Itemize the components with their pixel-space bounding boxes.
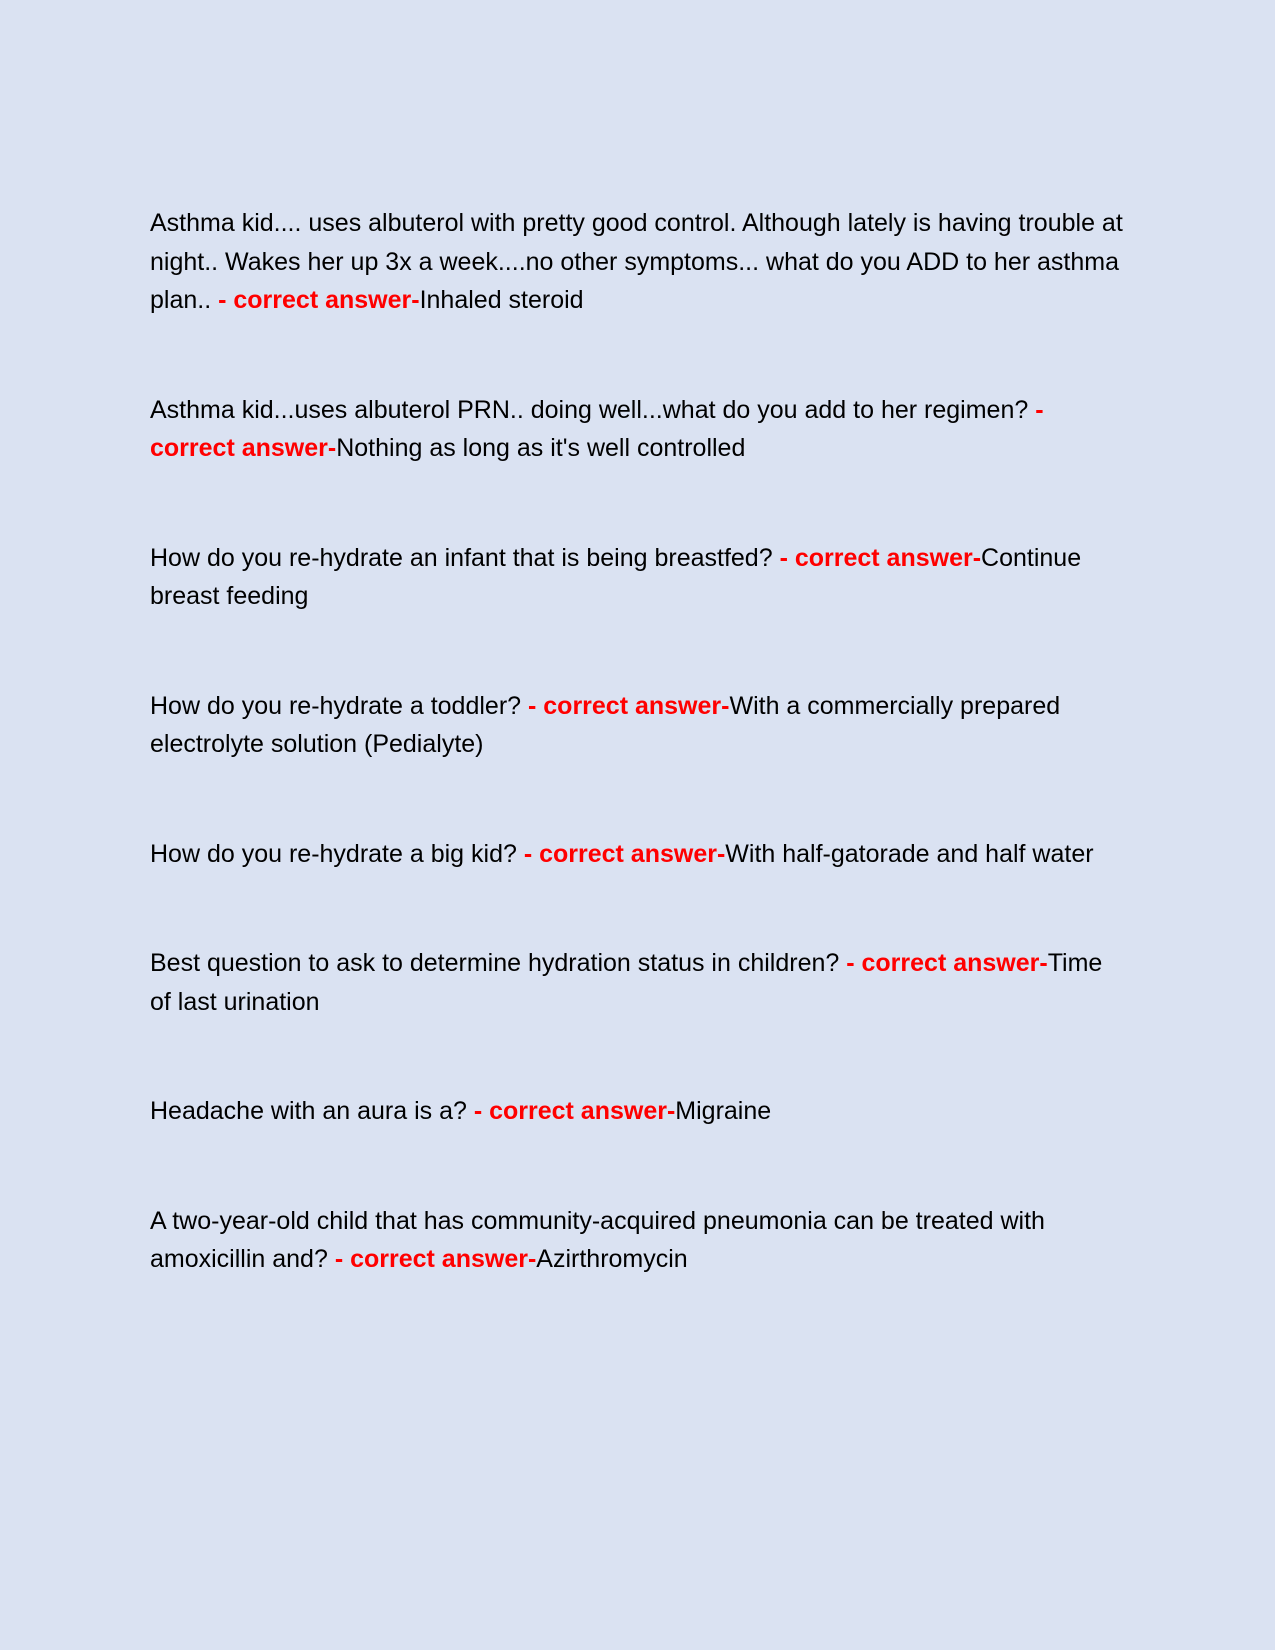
answer-text: Inhaled steroid: [419, 286, 584, 314]
answer-text: Migraine: [675, 1097, 772, 1125]
qa-item: [150, 539, 1130, 616]
qa-item: [150, 204, 1130, 320]
document-page: [150, 204, 1130, 1350]
answer-text: With half-gatorade and half water: [725, 839, 1094, 868]
question-text: Best question to ask to determine hydration status in children?: [150, 949, 847, 977]
answer-text: Azirthromycin: [536, 1245, 688, 1273]
question-text: A two-year-old child that has community-acquired pneumonia can be treated with amoxicillin and?: [150, 1206, 1045, 1273]
qa-item: [150, 944, 1130, 1021]
correct-answer-marker: - correct answer-: [528, 691, 730, 720]
qa-item: [150, 1092, 1130, 1131]
answer-text: With a commercially prepared electrolyte solution (Pedialyte): [150, 691, 1061, 758]
correct-answer-marker: - correct answer-: [779, 543, 982, 572]
question-text: How do you re-hydrate a toddler?: [150, 691, 528, 720]
question-text: Headache with an aura is a?: [150, 1097, 474, 1125]
qa-item: [150, 1202, 1130, 1279]
question-text: How do you re-hydrate a big kid?: [150, 839, 524, 868]
qa-item: [150, 687, 1130, 764]
correct-answer-marker: - correct answer-: [523, 839, 726, 868]
correct-answer-marker: - correct answer-: [218, 286, 420, 314]
question-text: Asthma kid...uses albuterol PRN.. doing well...what do you add to her regimen?: [150, 395, 1036, 424]
correct-answer-marker: - correct answer-: [150, 395, 1044, 462]
answer-text: Time of last urination: [150, 949, 1103, 1016]
correct-answer-marker: - correct answer-: [473, 1097, 676, 1125]
correct-answer-marker: - correct answer-: [846, 949, 1048, 977]
qa-item: [150, 835, 1130, 874]
answer-text: Continue breast feeding: [150, 543, 1082, 610]
question-text: Asthma kid.... uses albuterol with pretty good control. Although lately is having trouble at night.. Wakes her up 3x a week....no other symptoms... what do you ADD to her asthma plan..: [150, 209, 1123, 314]
correct-answer-marker: - correct answer-: [334, 1245, 537, 1273]
qa-item: [150, 391, 1130, 468]
answer-text: Nothing as long as it's well controlled: [336, 434, 746, 462]
question-text: How do you re-hydrate an infant that is being breastfed?: [150, 543, 780, 572]
